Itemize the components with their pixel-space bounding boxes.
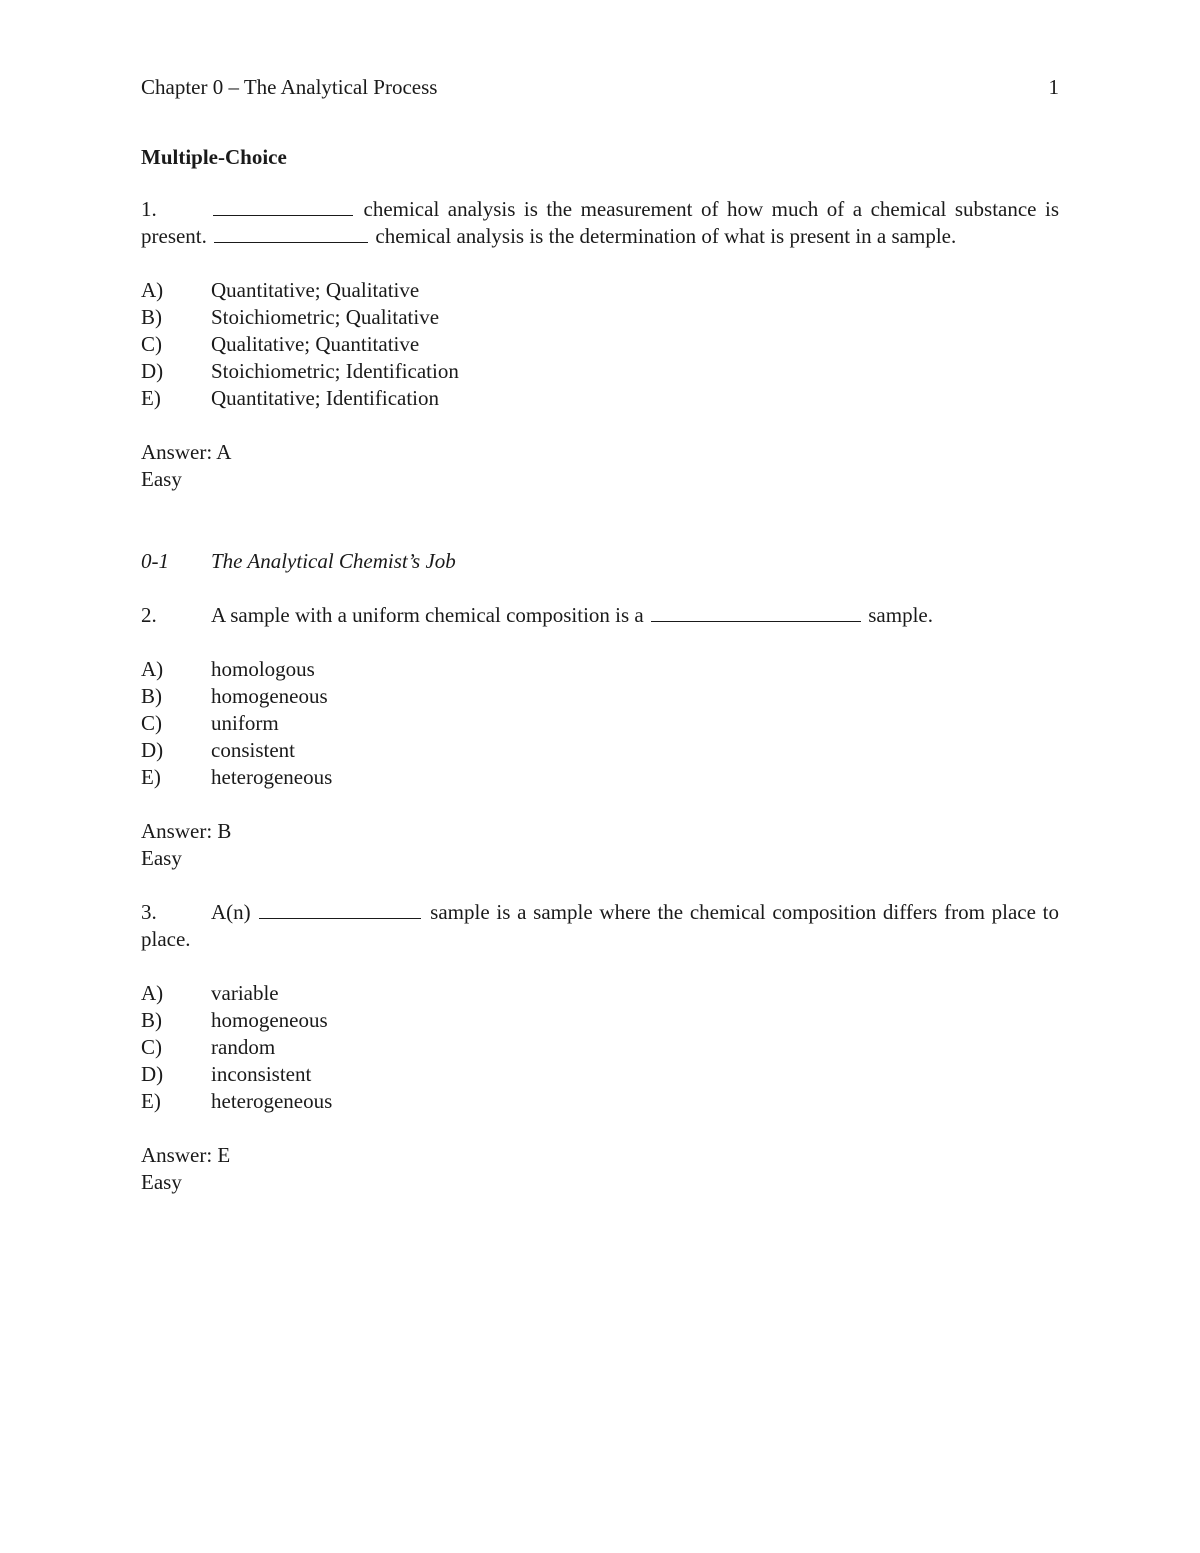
difficulty: Easy	[141, 846, 182, 870]
choice-e	[141, 385, 1059, 412]
choice-letter: C)	[141, 711, 162, 735]
choice-d	[141, 1061, 1059, 1088]
section-heading: Multiple-Choice	[141, 145, 287, 169]
choice-letter: E)	[141, 1089, 161, 1113]
choice-text: Quantitative; Identification	[211, 386, 440, 410]
choice-d	[141, 358, 1059, 385]
answer: Answer: B	[141, 819, 232, 843]
choice-text: Quantitative; Qualitative	[211, 278, 420, 302]
choice-letter: A)	[141, 278, 164, 302]
choice-b	[141, 304, 1059, 331]
choice-c	[141, 1034, 1059, 1061]
choice-a	[141, 656, 1059, 683]
choice-text: heterogeneous	[211, 765, 333, 789]
choice-text: uniform	[211, 711, 279, 735]
choice-text: Stoichiometric; Qualitative	[211, 305, 440, 329]
choice-e	[141, 1088, 1059, 1115]
subsection-title: The Analytical Chemist’s Job	[211, 549, 456, 573]
choice-letter: E)	[141, 386, 161, 410]
answer: Answer: A	[141, 440, 232, 464]
choice-e	[141, 764, 1059, 791]
choice-letter: D)	[141, 1062, 164, 1086]
choice-text: consistent	[211, 738, 295, 762]
choice-text: random	[211, 1035, 276, 1059]
choice-letter: B)	[141, 684, 162, 708]
choice-letter: C)	[141, 332, 162, 356]
choice-letter: B)	[141, 1008, 162, 1032]
choice-text: homologous	[211, 657, 315, 681]
choice-b	[141, 683, 1059, 710]
choice-list	[141, 656, 1059, 791]
fill-in-blank	[259, 900, 421, 919]
question-number: 3.	[141, 900, 157, 924]
subsection-heading	[141, 548, 456, 575]
choice-letter: B)	[141, 305, 162, 329]
choice-text: variable	[211, 981, 279, 1005]
choice-letter: D)	[141, 359, 164, 383]
question-text-part1: A(n)	[211, 900, 251, 924]
choice-d	[141, 737, 1059, 764]
question-text-part2: sample.	[868, 603, 933, 627]
choice-text: Stoichiometric; Identification	[211, 359, 459, 383]
choice-a	[141, 277, 1059, 304]
difficulty: Easy	[141, 1170, 182, 1194]
fill-in-blank	[651, 603, 861, 622]
fill-in-blank	[213, 197, 353, 216]
choice-letter: C)	[141, 1035, 162, 1059]
subsection-number: 0-1	[141, 549, 169, 573]
choice-a	[141, 980, 1059, 1007]
choice-text: homogeneous	[211, 684, 328, 708]
question-text-part1: chemical analysis is the measurement of how much of a chemical substance is present.	[141, 197, 1060, 248]
answer: Answer: E	[141, 1143, 231, 1167]
question-1	[141, 196, 1059, 493]
question-number: 2.	[141, 603, 157, 627]
question-text-part1: A sample with a uniform chemical composition is a	[211, 603, 644, 627]
fill-in-blank	[214, 224, 368, 243]
difficulty: Easy	[141, 467, 182, 491]
choice-text: heterogeneous	[211, 1089, 333, 1113]
choice-list	[141, 277, 1059, 412]
question-text	[141, 899, 1059, 953]
choice-text: Qualitative; Quantitative	[211, 332, 420, 356]
page-header	[141, 72, 1059, 102]
question-text-part2: chemical analysis is the determination of what is present in a sample.	[375, 224, 957, 248]
choice-c	[141, 710, 1059, 737]
chapter-title: Chapter 0 – The Analytical Process	[141, 75, 438, 99]
question-text	[141, 602, 1059, 629]
choice-c	[141, 331, 1059, 358]
choice-letter: A)	[141, 657, 164, 681]
question-text-part2: sample is a sample where the chemical composition differs from place to place.	[141, 900, 1060, 951]
choice-text: inconsistent	[211, 1062, 312, 1086]
choice-b	[141, 1007, 1059, 1034]
choice-letter: D)	[141, 738, 164, 762]
choice-text: homogeneous	[211, 1008, 328, 1032]
question-number: 1.	[141, 197, 157, 221]
choice-list	[141, 980, 1059, 1115]
choice-letter: A)	[141, 981, 164, 1005]
question-text	[141, 196, 1059, 250]
choice-letter: E)	[141, 765, 161, 789]
question-3	[141, 899, 1059, 1196]
page-number: 1	[1048, 75, 1059, 99]
question-2	[141, 602, 1059, 872]
